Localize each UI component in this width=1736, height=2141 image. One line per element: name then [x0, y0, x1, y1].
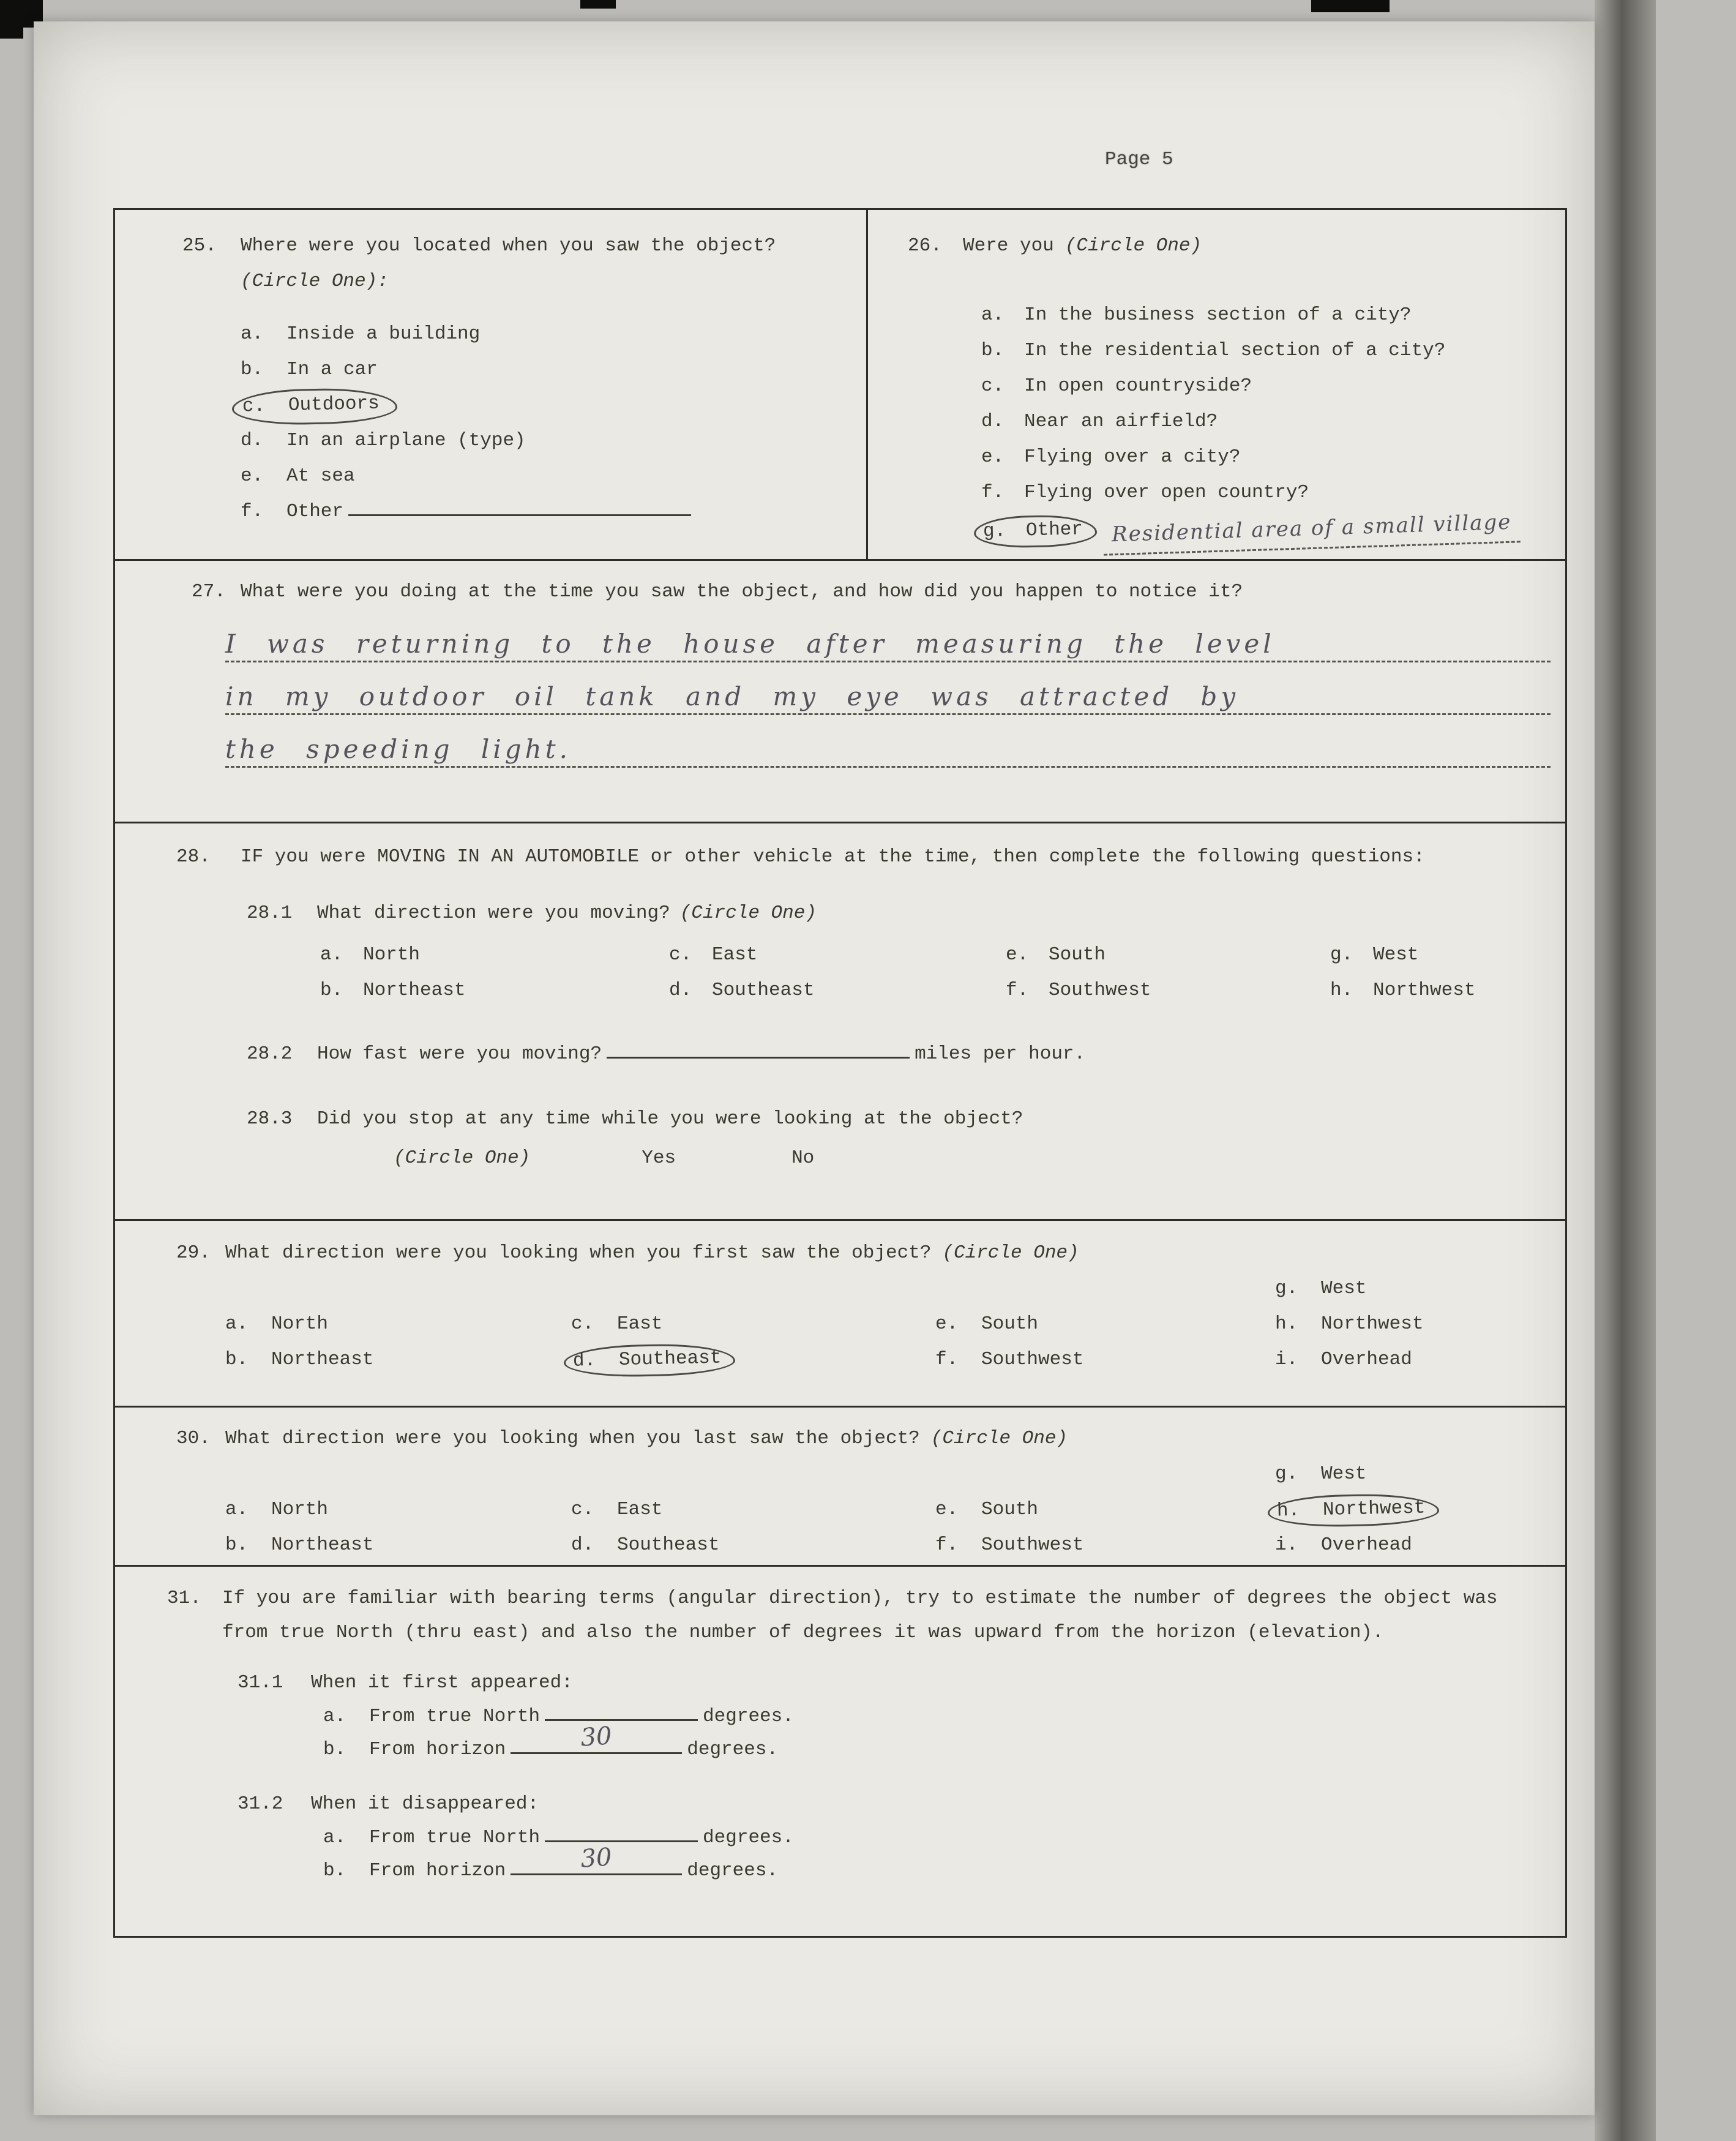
opt-label: North [271, 1499, 329, 1520]
q25-option-e [241, 459, 854, 494]
q28-option-b [320, 973, 669, 1008]
question-25 [115, 210, 868, 559]
opt-label: West [1321, 1278, 1367, 1299]
opt-label: East [712, 944, 758, 966]
question-text: What direction were you looking when you first saw the object? [225, 1242, 932, 1264]
question-text: Were you [963, 235, 1054, 257]
opt-letter: d. [669, 980, 692, 1001]
opt-letter: f. [241, 501, 264, 522]
opt-letter: h. [1330, 980, 1353, 1001]
opt-label: West [1373, 944, 1419, 966]
opt-label: In the residential section of a city? [1024, 340, 1446, 361]
q26-option-c [981, 369, 1553, 404]
circled-answer-outdoors [231, 387, 397, 426]
q29-option-h [1275, 1307, 1553, 1342]
opt-letter: e. [981, 446, 1005, 468]
opt-label: In open countryside? [1024, 375, 1252, 397]
opt-label: In an airplane (type) [286, 430, 526, 451]
sub-question-number: 31.2 [238, 1793, 283, 1815]
q31-1-horizon-row [323, 1722, 1553, 1766]
opt-label: At sea [286, 465, 355, 487]
opt-letter: f. [1006, 980, 1029, 1001]
q28-option-a [320, 937, 669, 973]
sub-question-number: 28.3 [247, 1108, 293, 1130]
circled-answer-southeast [563, 1343, 735, 1378]
opt-label: Other [1025, 519, 1083, 542]
opt-label: Northwest [1373, 980, 1476, 1001]
q30-option-b [225, 1528, 571, 1563]
opt-label: Northwest [1321, 1313, 1424, 1335]
opt-letter: b. [225, 1534, 249, 1556]
degrees-blank [511, 1843, 682, 1875]
sub-question-number: 31.1 [238, 1672, 283, 1693]
q29-option-g [1275, 1271, 1553, 1307]
q30-option-i [1275, 1528, 1553, 1563]
question-28-3 [247, 1101, 1553, 1137]
questionnaire-form [113, 208, 1567, 1938]
opt-letter: d. [571, 1534, 594, 1556]
handwriting: I was returning to the house after measuring the level [225, 629, 1275, 659]
opt-letter: f. [981, 482, 1005, 503]
section-q25-q26 [115, 210, 1565, 559]
units-label: degrees. [703, 1827, 794, 1848]
q28-option-e [1006, 937, 1330, 973]
opt-letter: a. [323, 1706, 346, 1727]
sub-question-text: Did you stop at any time while you were looking at the object? [317, 1108, 1023, 1130]
opt-label: In a car [286, 359, 378, 380]
question-number: 25. [182, 235, 217, 257]
question-26 [868, 210, 1565, 559]
opt-letter: f. [935, 1349, 959, 1370]
question-28 [115, 822, 1565, 1219]
opt-letter: a. [225, 1499, 249, 1520]
opt-letter: c. [571, 1313, 594, 1335]
question-text: Where were you located when you saw the object? [241, 235, 776, 257]
degrees-blank [545, 1715, 698, 1721]
circle-one-note: (Circle One): [241, 271, 389, 292]
q29-option-a [225, 1307, 571, 1342]
handwritten-degrees: 30 [580, 1843, 613, 1873]
yes-option: Yes [642, 1147, 676, 1169]
opt-letter: a. [225, 1313, 249, 1335]
sub-question-label: When it first appeared: [311, 1672, 573, 1693]
field-label: From horizon [369, 1739, 506, 1760]
q31-2-true-north-row [323, 1821, 1553, 1854]
q30-option-c [571, 1492, 935, 1528]
opt-label: Inside a building [286, 323, 481, 345]
question-text-line1: If you are familiar with bearing terms (angular direction), try to estimate the number of degrees the object was [222, 1588, 1498, 1609]
scan-artifact-mark [1311, 0, 1390, 12]
question-text-line2: from true North (thru east) and also the number of degrees it was upward from the horizon (elevation). [222, 1622, 1384, 1643]
q25-option-a [241, 317, 854, 352]
opt-letter: h. [1275, 1313, 1298, 1335]
q28-option-d [669, 973, 1006, 1008]
opt-label: Outdoors [288, 392, 380, 416]
q30-option-g [1275, 1457, 1553, 1492]
q29-option-d [571, 1342, 935, 1378]
opt-letter: c. [571, 1499, 594, 1520]
opt-label: South [981, 1499, 1039, 1520]
question-31 [115, 1565, 1565, 1936]
handwritten-degrees: 30 [580, 1722, 613, 1752]
units-label: degrees. [687, 1860, 779, 1881]
opt-label: In the business section of a city? [1024, 304, 1412, 326]
circle-one-note: (Circle One) [1064, 235, 1202, 257]
q26-option-b [981, 333, 1553, 369]
question-text: IF you were MOVING IN AN AUTOMOBILE or other vehicle at the time, then complete the following questions: [241, 846, 1425, 868]
opt-label: East [617, 1313, 663, 1335]
circle-one-note: (Circle One) [679, 902, 817, 924]
opt-letter: h. [1276, 1499, 1300, 1522]
no-option: No [791, 1147, 815, 1169]
question-number: 27. [192, 581, 226, 602]
opt-letter: b. [323, 1739, 346, 1760]
opt-label: South [981, 1313, 1039, 1335]
sub-question-number: 28.2 [247, 1043, 293, 1065]
q29-option-e [935, 1307, 1275, 1342]
opt-label: Southwest [981, 1534, 1084, 1556]
opt-letter: b. [981, 340, 1005, 361]
question-number: 28. [176, 846, 211, 868]
opt-label: Flying over a city? [1024, 446, 1241, 468]
opt-letter: g. [1330, 944, 1353, 966]
field-label: From true North [369, 1706, 541, 1727]
q29-option-b [225, 1342, 571, 1378]
handwriting: in my outdoor oil tank and my eye was attracted by [225, 681, 1240, 711]
opt-letter: i. [1275, 1534, 1298, 1556]
q25-option-b [241, 352, 854, 388]
handwriting: the speeding light. [225, 734, 571, 764]
q28-option-h [1330, 973, 1553, 1008]
paper-sheet [34, 21, 1595, 2115]
question-28-2 [247, 1037, 1553, 1072]
opt-letter: b. [225, 1349, 249, 1370]
q26-option-e [981, 440, 1553, 475]
q31-2-horizon-row [323, 1843, 1553, 1888]
opt-letter: b. [323, 1860, 346, 1881]
question-number: 29. [176, 1242, 211, 1264]
field-label: From horizon [369, 1860, 506, 1881]
q25-option-f [241, 494, 854, 530]
q30-option-d [571, 1528, 935, 1563]
scan-edge-shadow [1595, 0, 1656, 2141]
units-label: miles per hour. [915, 1043, 1086, 1065]
scan-artifact-mark [580, 0, 616, 9]
opt-letter: e. [935, 1499, 959, 1520]
opt-label: Near an airfield? [1024, 411, 1218, 432]
opt-letter: c. [669, 944, 692, 966]
opt-letter: g. [982, 520, 1006, 542]
opt-letter: e. [935, 1313, 959, 1335]
question-number: 26. [908, 235, 942, 257]
q28-3-yes-no-row [394, 1141, 1553, 1176]
opt-letter: a. [981, 304, 1005, 326]
opt-letter: g. [1275, 1463, 1298, 1485]
q28-option-g [1330, 937, 1553, 973]
q30-option-e [935, 1492, 1275, 1528]
opt-label: Southwest [1049, 980, 1151, 1001]
q29-option-i [1275, 1342, 1553, 1378]
opt-letter: d. [572, 1349, 596, 1372]
question-text: What were you doing at the time you saw the object, and how did you happen to notice it? [241, 581, 1243, 602]
q28-option-c [669, 937, 1006, 973]
opt-letter: b. [241, 359, 264, 380]
opt-letter: f. [935, 1534, 959, 1556]
scan-artifact-corner [0, 28, 23, 39]
q30-direction-options [225, 1457, 1553, 1563]
q26-option-d [981, 404, 1553, 440]
q29-option-c [571, 1307, 935, 1342]
q25-option-d [241, 423, 854, 459]
question-number: 30. [176, 1428, 211, 1449]
opt-letter: e. [1006, 944, 1029, 966]
opt-letter: a. [241, 323, 264, 345]
opt-label: Southeast [618, 1347, 722, 1371]
units-label: degrees. [687, 1739, 779, 1760]
opt-letter: d. [241, 430, 264, 451]
q31-1-true-north-row [323, 1700, 1553, 1733]
q30-option-a [225, 1492, 571, 1528]
other-answer-blank [348, 510, 691, 516]
opt-label: North [271, 1313, 329, 1335]
opt-label: Other [286, 501, 344, 522]
handwritten-answer-line-3 [225, 715, 1551, 768]
circled-answer-other [973, 514, 1097, 549]
opt-letter: a. [320, 944, 343, 966]
q30-option-h [1275, 1492, 1553, 1528]
field-label: From true North [369, 1827, 541, 1848]
opt-letter: i. [1275, 1349, 1298, 1370]
opt-letter: b. [320, 980, 343, 1001]
page-number: Page 5 [1105, 149, 1173, 170]
speed-answer-blank [607, 1052, 910, 1059]
opt-label: Northeast [271, 1349, 374, 1370]
units-label: degrees. [703, 1706, 794, 1727]
opt-label: Northeast [271, 1534, 374, 1556]
question-29 [115, 1219, 1565, 1406]
degrees-blank [545, 1836, 698, 1842]
sub-question-label: When it disappeared: [311, 1793, 539, 1815]
q26-option-g [981, 511, 1553, 549]
q25-option-c [241, 388, 854, 423]
opt-label: North [363, 944, 421, 966]
opt-letter: c. [981, 375, 1005, 397]
sub-question-text: What direction were you moving? [317, 902, 670, 924]
q29-direction-options [225, 1271, 1553, 1378]
opt-label: Flying over open country? [1024, 482, 1309, 503]
opt-letter: g. [1275, 1278, 1298, 1299]
handwritten-other-answer: Residential area of a small village [1102, 504, 1521, 555]
q30-option-f [935, 1528, 1275, 1563]
opt-label: Northeast [363, 980, 466, 1001]
question-30 [115, 1406, 1565, 1565]
opt-label: West [1321, 1463, 1367, 1485]
opt-letter: e. [241, 465, 264, 487]
circle-one-note: (Circle One) [394, 1147, 531, 1169]
circle-one-note: (Circle One) [942, 1242, 1079, 1264]
opt-label: Southwest [981, 1349, 1084, 1370]
circled-answer-northwest [1267, 1493, 1439, 1528]
question-31-2 [238, 1787, 1553, 1821]
opt-letter: c. [242, 395, 266, 418]
question-27 [115, 559, 1565, 822]
opt-label: East [617, 1499, 663, 1520]
q26-options [981, 298, 1553, 549]
opt-label: Southeast [712, 980, 815, 1001]
q25-options [241, 317, 854, 530]
q28-direction-options [320, 937, 1553, 1008]
circle-one-note: (Circle One) [930, 1428, 1068, 1449]
handwritten-answer-line-2 [225, 662, 1551, 715]
opt-letter: a. [323, 1827, 346, 1848]
degrees-blank [511, 1722, 682, 1754]
opt-label: South [1049, 944, 1106, 966]
q28-option-f [1006, 973, 1330, 1008]
sub-question-text: How fast were you moving? [317, 1043, 602, 1065]
opt-label: Overhead [1321, 1534, 1412, 1556]
question-28-1 [247, 896, 1553, 931]
question-31-1 [238, 1666, 1553, 1700]
q26-option-a [981, 298, 1553, 333]
question-text: What direction were you looking when you last saw the object? [225, 1428, 920, 1449]
opt-label: Overhead [1321, 1349, 1412, 1370]
handwritten-answer-line-1 [225, 610, 1551, 662]
q29-option-f [935, 1342, 1275, 1378]
question-number: 31. [167, 1588, 201, 1609]
sub-question-number: 28.1 [247, 902, 293, 924]
opt-letter: d. [981, 411, 1005, 432]
opt-label: Southeast [617, 1534, 720, 1556]
opt-label: Northwest [1322, 1497, 1426, 1521]
